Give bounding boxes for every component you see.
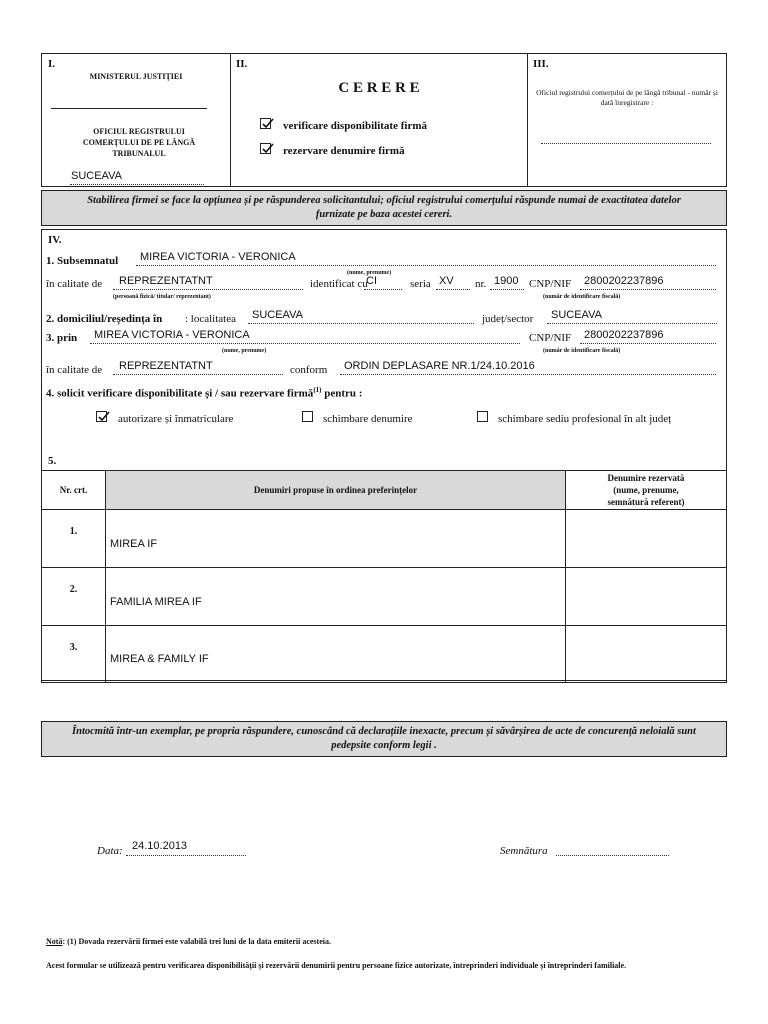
nr-label: nr.: [475, 278, 487, 290]
move-checkbox[interactable]: [477, 411, 488, 422]
note-text: : (1) Dovada rezervării firmei este valabilă trei luni de la data emiterii acesteia.: [62, 937, 331, 946]
row-nr: 2.: [42, 568, 106, 626]
conform-value[interactable]: ORDIN DEPLASARE NR.1/24.10.2016: [344, 360, 535, 372]
tribunal-value[interactable]: SUCEAVA: [71, 170, 122, 182]
table-row: [42, 510, 727, 568]
county-label: județ/sector: [482, 313, 534, 325]
via-name[interactable]: MIREA VICTORIA - VERONICA: [94, 329, 250, 341]
signature-dots[interactable]: [556, 855, 669, 856]
locality-label: : localitatea: [185, 313, 236, 325]
table-row: [42, 568, 727, 626]
via-name-hint: (nume, prenume): [222, 348, 267, 354]
form-title: C E R E R E: [338, 80, 420, 96]
county-dots: [547, 323, 717, 324]
move-option-label: schimbare sediu profesional în alt județ: [498, 413, 672, 425]
signature-label: Semnătura: [500, 845, 548, 857]
quality-label: în calitate de: [46, 278, 103, 290]
date-label: Data:: [97, 845, 123, 857]
section-iii-box: [527, 53, 727, 187]
rename-option-label: schimbare denumire: [323, 413, 413, 425]
registry-dots[interactable]: [541, 143, 711, 144]
section-ii-number: II.: [236, 58, 248, 70]
quality-dots: [113, 289, 303, 290]
proposed-name[interactable]: FAMILIA MIREA IF: [106, 568, 566, 626]
rename-checkbox[interactable]: [302, 411, 313, 422]
cnp-hint: (număr de identificare fiscală): [543, 294, 621, 300]
via-cnp-dots: [580, 343, 716, 344]
row-nr: 1.: [42, 510, 106, 568]
nr-value[interactable]: 1900: [494, 275, 519, 287]
section-iv-number: IV.: [48, 234, 62, 246]
proposed-name[interactable]: MIREA IF: [106, 510, 566, 568]
name-hint: (nume, prenume): [347, 270, 392, 276]
via-cnp-label: CNP/NIF: [529, 332, 572, 344]
col-header-reserved: Denumire rezervată (nume, prenume, semnătură referent): [566, 471, 727, 510]
line4-text: 4. solicit verificare disponibilitate și / sau rezervare firmă: [46, 387, 314, 400]
note-label: Notă: [46, 937, 63, 946]
applicant-name[interactable]: MIREA VICTORIA - VERONICA: [140, 251, 296, 263]
col-header-names: Denumiri propuse în ordinea preferințelor: [106, 471, 566, 510]
auth-option-label: autorizare și înmatriculare: [118, 413, 234, 425]
reserved-cell[interactable]: [566, 626, 727, 683]
verify-option-label: verificare disponibilitate firmă: [283, 120, 427, 132]
names-table: [41, 470, 727, 683]
applicant-name-dots: [136, 265, 716, 266]
line2-label: 2. domiciliul/reședința în: [46, 313, 163, 325]
line3-label: 3. prin: [46, 332, 78, 344]
via-cnp-value[interactable]: 2800202237896: [584, 329, 664, 341]
section-5-number: 5.: [48, 455, 57, 467]
via-cnp-hint: (număr de identificare fiscală): [543, 348, 621, 354]
line4-footnote: (1): [313, 386, 322, 394]
reserved-cell[interactable]: [566, 568, 727, 626]
nr-dots: [490, 289, 524, 290]
conform-dots: [340, 374, 716, 375]
reserved-cell[interactable]: [566, 510, 727, 568]
via-quality-label: în calitate de: [46, 364, 103, 376]
section-iii-number: III.: [533, 58, 549, 70]
col-header-nr: Nr. crt.: [42, 471, 106, 510]
via-quality-value[interactable]: REPREZENTATNT: [119, 360, 213, 372]
date-value[interactable]: 24.10.2013: [132, 840, 188, 852]
table-row: [42, 626, 727, 683]
notice-band: Stabilirea firmei se face la opțiunea și pe răspunderea solicitantului; oficiul registrului comerțului răspunde numai de exactitatea datelor furnizate pe baza acestei cereri.: [41, 190, 727, 226]
auth-checkbox[interactable]: [96, 411, 107, 422]
county-value[interactable]: SUCEAVA: [551, 309, 602, 321]
via-quality-dots: [113, 374, 283, 375]
via-name-dots: [90, 343, 520, 344]
section-i-number: I.: [48, 58, 56, 70]
verify-checkbox[interactable]: [260, 118, 271, 129]
footnote: [46, 937, 331, 946]
id-dots: [364, 289, 402, 290]
tribunal-dots: [70, 184, 204, 185]
id-type[interactable]: CI: [366, 275, 377, 287]
quality-value[interactable]: REPREZENTATNT: [119, 275, 213, 287]
ministry-underline: [51, 108, 207, 109]
ministry-name: MINISTERUL JUSTIȚIEI: [89, 72, 183, 81]
series-label: seria: [410, 278, 431, 290]
locality-value[interactable]: SUCEAVA: [252, 309, 303, 321]
cnp-dots: [580, 289, 716, 290]
line4-label: [46, 386, 362, 400]
series-value[interactable]: XV: [439, 275, 454, 287]
locality-dots: [248, 323, 474, 324]
date-dots: [126, 855, 246, 856]
cnp-label: CNP/NIF: [529, 278, 572, 290]
usage-note: Acest formular se utilizează pentru verificarea disponibilității și rezervării denumirii pentru persoane fizice autorizate, întreprinderi individuale și întreprinderi familiale.: [46, 961, 627, 970]
office-name: OFICIUL REGISTRULUI COMERȚULUI DE PE LÂNGĂ TRIBUNALUL: [82, 127, 196, 158]
declaration-band: Întocmită într-un exemplar, pe propria răspundere, cunoscând că declarațiile inexacte, precum și săvârșirea de acte de concurență neloială sunt pedepsite conform legii .: [41, 721, 727, 757]
reserve-option-label: rezervare denumire firmă: [283, 145, 405, 157]
conform-label: conform: [290, 364, 328, 376]
line1-label: 1. Subsemnatul: [46, 255, 119, 267]
series-dots: [436, 289, 470, 290]
line4-tail: pentru :: [321, 387, 363, 400]
registry-note: Oficiul registrului comerțului de pe lângă tribunal - număr și dată înregistrare :: [536, 88, 718, 107]
id-label: identificat cu: [310, 278, 368, 290]
quality-hint: (persoană fizică/ titular/ reprezentant): [113, 294, 211, 300]
reserve-checkbox[interactable]: [260, 143, 271, 154]
row-nr: 3.: [42, 626, 106, 683]
cnp-value[interactable]: 2800202237896: [584, 275, 664, 287]
proposed-name[interactable]: MIREA & FAMILY IF: [106, 626, 566, 683]
